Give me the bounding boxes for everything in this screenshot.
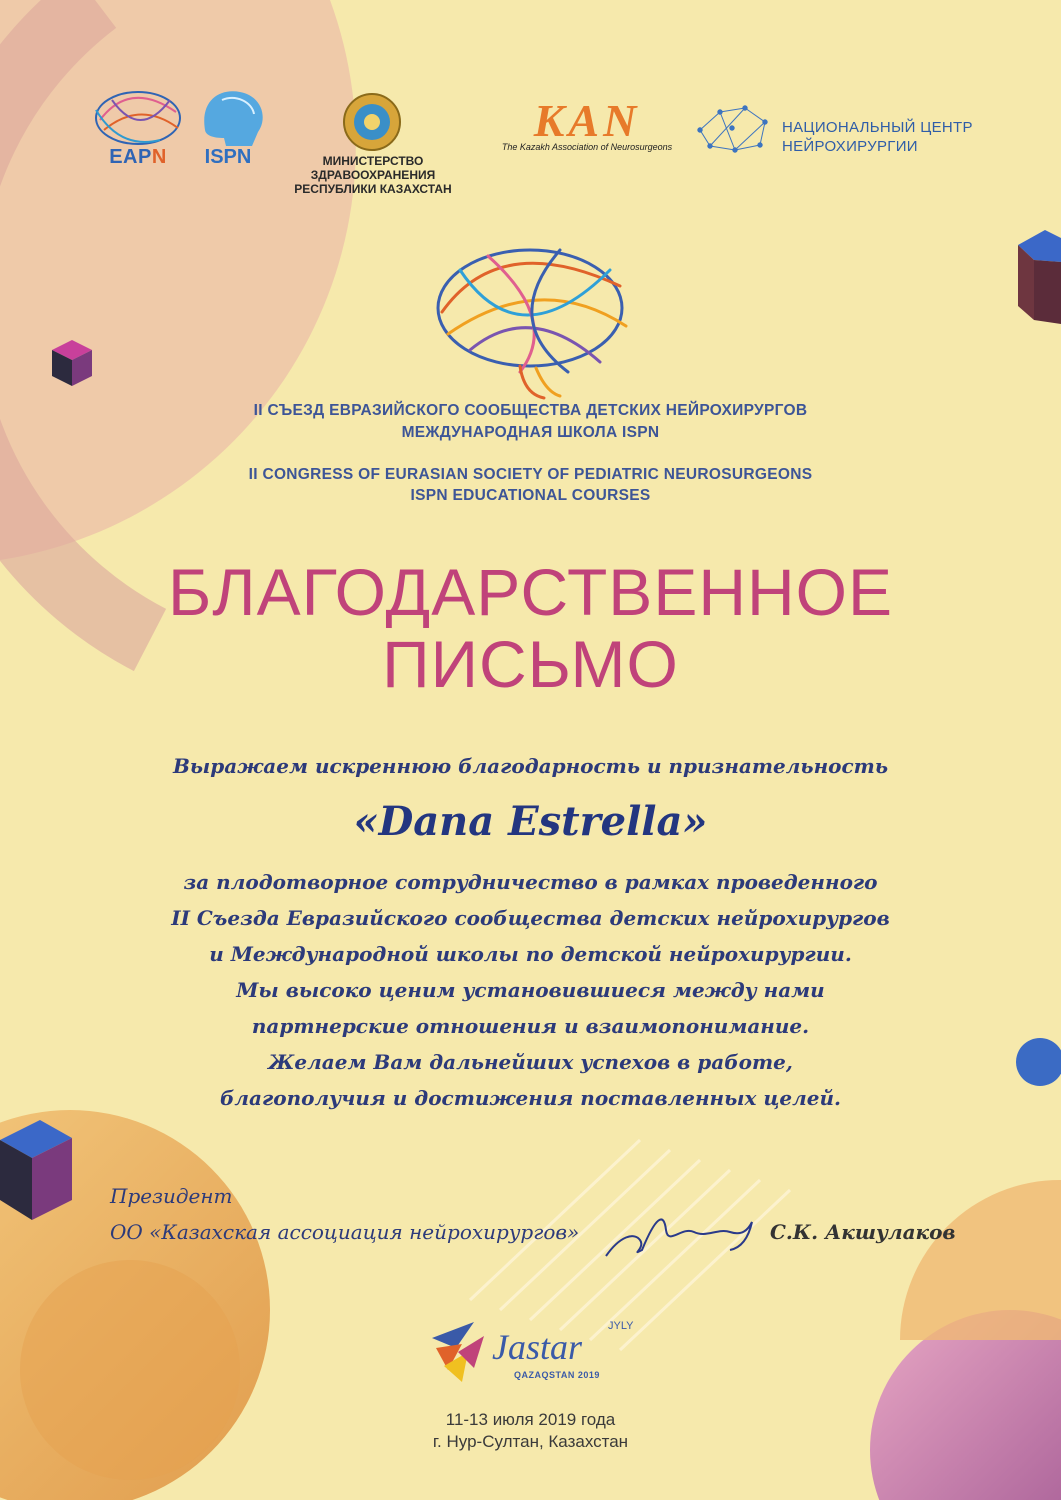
jastar-subtitle: QAZAQSTAN 2019 bbox=[514, 1370, 600, 1380]
network-brain-logo bbox=[698, 106, 767, 152]
congress-ru-line2: МЕЖДУНАРОДНАЯ ШКОЛА ISPN bbox=[401, 424, 660, 441]
signature-scribble bbox=[606, 1219, 752, 1256]
body-line: партнерские отношения и взаимопонимание. bbox=[251, 1014, 810, 1038]
ministry-emblem bbox=[344, 94, 400, 150]
cube-shape-right bbox=[1018, 230, 1061, 324]
jastar-logo bbox=[430, 1316, 650, 1396]
ispn-label: ISPN bbox=[204, 146, 252, 168]
national-centre-line2: НЕЙРОХИРУРГИИ bbox=[782, 138, 918, 155]
event-place: г. Нур-Султан, Казахстан bbox=[432, 1432, 629, 1451]
ministry-label-line1: МИНИСТЕРСТВО ЗДРАВООХРАНЕНИЯ bbox=[310, 154, 436, 182]
eapn-logo bbox=[88, 146, 188, 169]
body-line: Желаем Вам дальнейших успехов в работе, bbox=[268, 1050, 793, 1074]
document-title-line1: БЛАГОДАРСТВЕННОЕ bbox=[167, 555, 894, 629]
signer-organization: ОО «Казахская ассоциация нейрохирургов» bbox=[110, 1220, 580, 1244]
national-centre-line1: НАЦИОНАЛЬНЫЙ ЦЕНТР bbox=[782, 119, 973, 136]
body-line: за плодотворное сотрудничество в рамках проведенного bbox=[183, 870, 878, 894]
jastar-wordmark: Jastar bbox=[492, 1327, 582, 1367]
ministry-logo bbox=[268, 154, 478, 196]
body-line: благополучия и достижения поставленных целей. bbox=[219, 1086, 842, 1110]
ispn-logo bbox=[188, 146, 268, 169]
eapn-label: EAPN bbox=[109, 146, 167, 168]
national-centre-logo bbox=[782, 118, 1012, 156]
kan-wordmark: KAN bbox=[533, 95, 641, 146]
congress-ru-line1: II СЪЕЗД ЕВРАЗИЙСКОГО СООБЩЕСТВА ДЕТСКИХ НЕЙРОХИРУРГОВ bbox=[253, 402, 808, 419]
signer-name: С.К. Акшулаков bbox=[770, 1220, 956, 1244]
jastar-superscript: JYLY bbox=[608, 1320, 634, 1332]
signer-role: Президент bbox=[110, 1184, 233, 1208]
congress-brain-logo bbox=[438, 250, 626, 398]
body-line: II Съезда Евразийского сообщества детских нейрохирургов bbox=[171, 906, 890, 930]
recipient-name: «Dana Estrella» bbox=[353, 798, 708, 845]
document-title-line2: ПИСЬМО bbox=[382, 627, 679, 701]
cube-shape-bottom-left bbox=[0, 1120, 72, 1220]
ministry-label-line2: РЕСПУБЛИКИ КАЗАХСТАН bbox=[294, 182, 452, 196]
event-dates: 11-13 июля 2019 года bbox=[445, 1410, 616, 1429]
congress-en-line1: II CONGRESS OF EURASIAN SOCIETY OF PEDIATRIC NEUROSURGEONS bbox=[248, 466, 813, 483]
kan-logo bbox=[492, 95, 682, 152]
congress-en-line2: ISPN EDUCATIONAL COURSES bbox=[410, 487, 651, 504]
kan-subtitle: The Kazakh Association of Neurosurgeons bbox=[501, 142, 673, 152]
intro-text: Выражаем искреннюю благодарность и признательность bbox=[172, 754, 889, 778]
body-line: и Международной школы по детской нейрохирургии. bbox=[209, 942, 852, 966]
body-line: Мы высоко ценим установившиеся между нами bbox=[236, 978, 825, 1002]
